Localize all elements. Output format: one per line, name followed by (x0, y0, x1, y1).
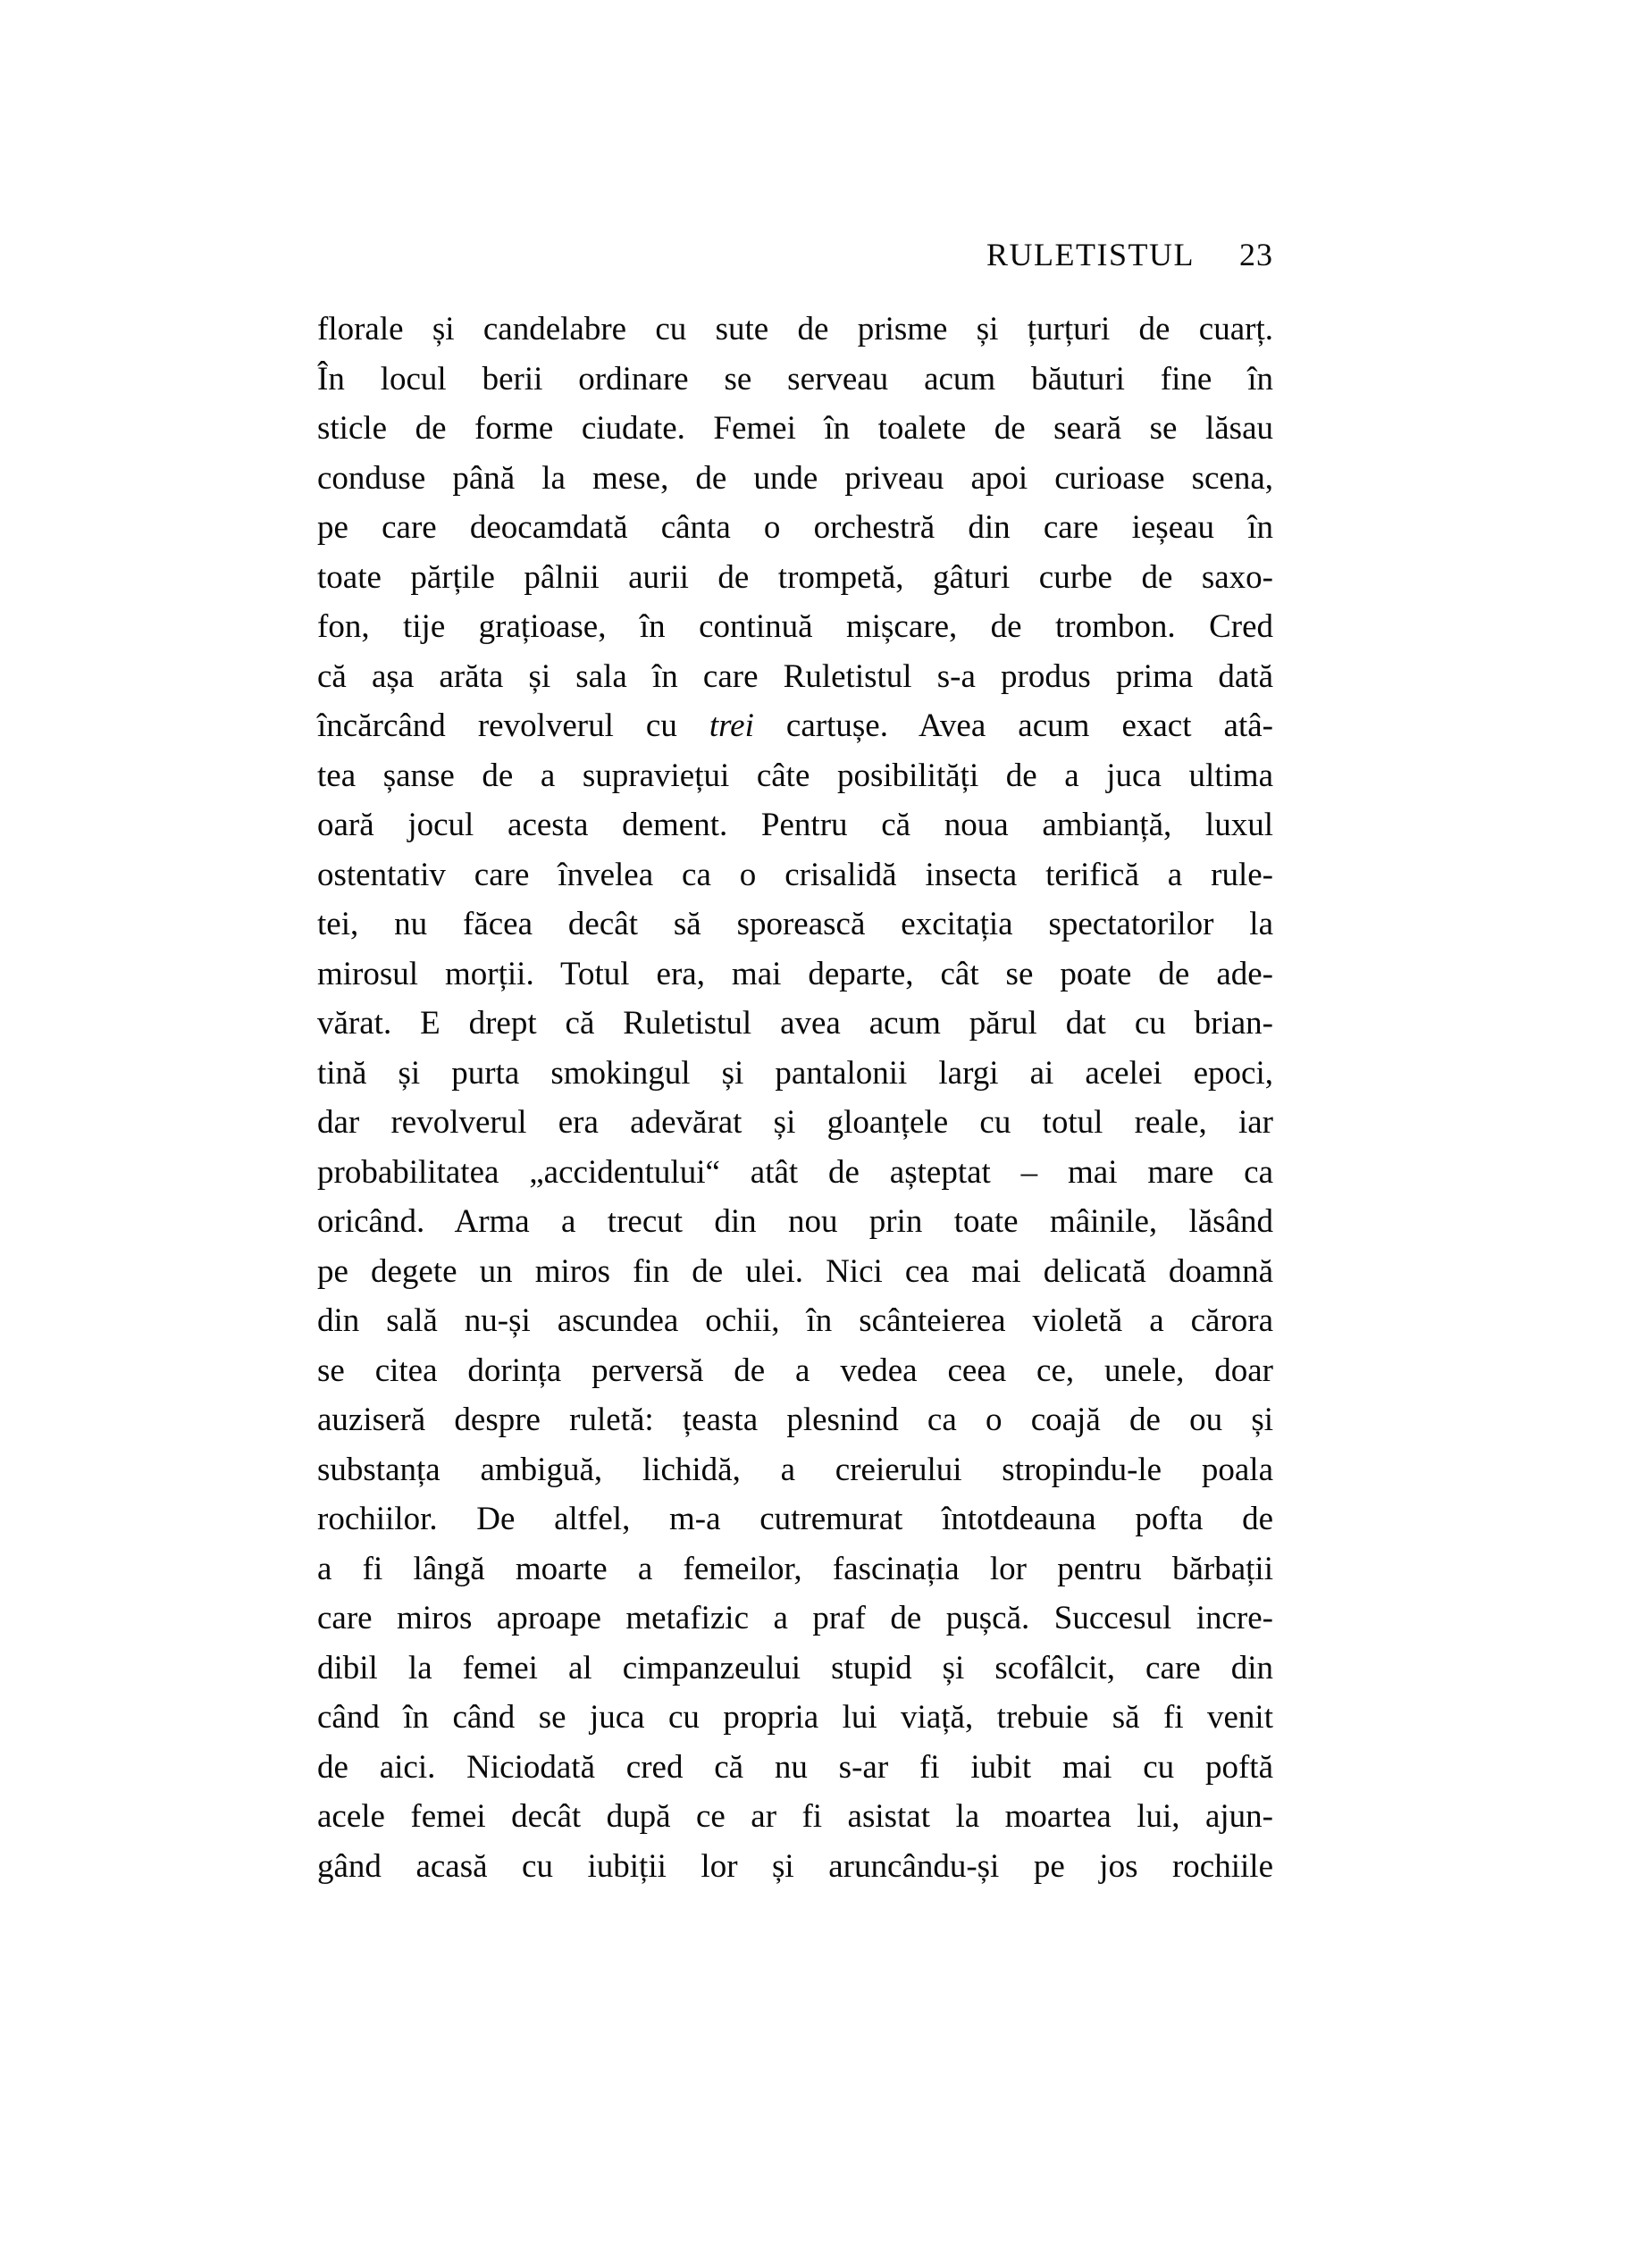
text-line (317, 1494, 1273, 1544)
text-segment: când în când se juca cu propria lui viață, trebuie să fi venit (317, 1699, 1273, 1736)
text-segment: dibil la femei al cimpanzeului stupid și scofâlcit, care din (317, 1649, 1273, 1686)
text-segment: se citea dorința perversă de a vedea ceea ce, unele, doar (317, 1352, 1273, 1389)
text-line (317, 1445, 1273, 1495)
text-line (317, 1792, 1273, 1842)
running-head (986, 235, 1273, 274)
text-line (317, 1842, 1273, 1892)
text-line (317, 1247, 1273, 1297)
text-segment: oară jocul acesta dement. Pentru că noua ambianță, luxul (317, 807, 1273, 843)
text-segment: sticle de forme ciudate. Femei în toalete de seară se lăsau (317, 410, 1273, 447)
text-segment: tină și purta smokingul și pantalonii largi ai acelei epoci, (317, 1054, 1273, 1092)
text-line (317, 553, 1273, 603)
text-segment-italic: trei (709, 707, 754, 744)
text-line (317, 355, 1273, 405)
text-line (317, 999, 1273, 1049)
text-segment: oricând. Arma a trecut din nou prin toate mâinile, lăsând (317, 1203, 1273, 1240)
text-segment: conduse până la mese, de unde priveau apoi curioase scena, (317, 459, 1273, 497)
text-line (317, 1197, 1273, 1247)
text-line (317, 701, 1273, 751)
page-number: 23 (1239, 237, 1273, 272)
text-line (317, 1395, 1273, 1445)
text-line (317, 900, 1273, 950)
text-segment: din sală nu-și ascundea ochii, în scânteierea violetă a cărora (317, 1302, 1273, 1339)
text-line (317, 1049, 1273, 1099)
text-line (317, 1346, 1273, 1396)
text-segment: gând acasă cu iubiții lor și aruncându-și pe jos rochiile (317, 1847, 1273, 1885)
text-line (317, 800, 1273, 850)
text-line (317, 1644, 1273, 1694)
text-segment: încărcând revolverul cu (317, 707, 709, 744)
text-line (317, 1594, 1273, 1644)
text-segment: pe degete un miros fin de ulei. Nici cea mai delicată doamnă (317, 1252, 1273, 1290)
text-line (317, 850, 1273, 900)
text-segment: de aici. Niciodată cred că nu s-ar fi iubit mai cu poftă (317, 1748, 1273, 1786)
text-segment: dar revolverul era adevărat și gloanțele cu totul reale, iar (317, 1104, 1273, 1141)
text-line (317, 950, 1273, 1000)
text-segment: toate părțile pâlnii aurii de trompetă, gâturi curbe de saxo- (317, 558, 1273, 596)
text-line (317, 652, 1273, 702)
text-line (317, 454, 1273, 504)
text-line (317, 602, 1273, 652)
text-segment: ostentativ care învelea ca o crisalidă insecta terifică a rule- (317, 856, 1273, 893)
text-segment: că așa arăta și sala în care Ruletistul s-a produs prima dată (317, 657, 1273, 695)
text-line (317, 1296, 1273, 1346)
text-segment: acele femei decât după ce ar fi asistat la moartea lui, ajun- (317, 1798, 1273, 1835)
text-line (317, 1544, 1273, 1594)
text-segment: În locul berii ordinare se serveau acum băuturi fine în (317, 360, 1273, 398)
text-line (317, 751, 1273, 801)
text-segment: a fi lângă moarte a femeilor, fascinația lor pentru bărbații (317, 1550, 1273, 1587)
text-segment: tea șanse de a supraviețui câte posibilități de a juca ultima (317, 757, 1273, 794)
text-segment: pe care deocamdată cânta o orchestră din care ieșeau în (317, 509, 1273, 546)
text-line (317, 1743, 1273, 1793)
text-segment: auziseră despre ruletă: țeasta plesnind ca o coajă de ou și (317, 1402, 1273, 1438)
text-segment: vărat. E drept că Ruletistul avea acum părul dat cu brian- (317, 1005, 1273, 1042)
text-line (317, 404, 1273, 454)
text-line (317, 305, 1273, 355)
text-segment: mirosul morții. Totul era, mai departe, cât se poate de ade- (317, 955, 1273, 992)
text-segment: care miros aproape metafizic a praf de pușcă. Succesul incre- (317, 1600, 1273, 1636)
text-segment: probabilitatea „accidentului“ atât de așteptat – mai mare ca (317, 1153, 1273, 1191)
text-line (317, 1693, 1273, 1743)
text-segment: florale și candelabre cu sute de prisme și țurțuri de cuarț. (317, 311, 1273, 347)
text-segment: fon, tije grațioase, în continuă mișcare, de trombon. Cred (317, 608, 1273, 645)
text-line (317, 1098, 1273, 1148)
text-line (317, 1148, 1273, 1198)
text-segment: cartușe. Avea acum exact atâ- (753, 707, 1273, 744)
body-text (317, 305, 1273, 1891)
text-segment: rochiilor. De altfel, m-a cutremurat întotdeauna pofta de (317, 1501, 1273, 1537)
text-segment: tei, nu făcea decât să sporească excitația spectatorilor la (317, 906, 1273, 942)
text-line (317, 503, 1273, 553)
text-segment: substanța ambiguă, lichidă, a creierului stropindu-le poala (317, 1451, 1273, 1488)
running-head-title: RULETISTUL (986, 237, 1195, 272)
